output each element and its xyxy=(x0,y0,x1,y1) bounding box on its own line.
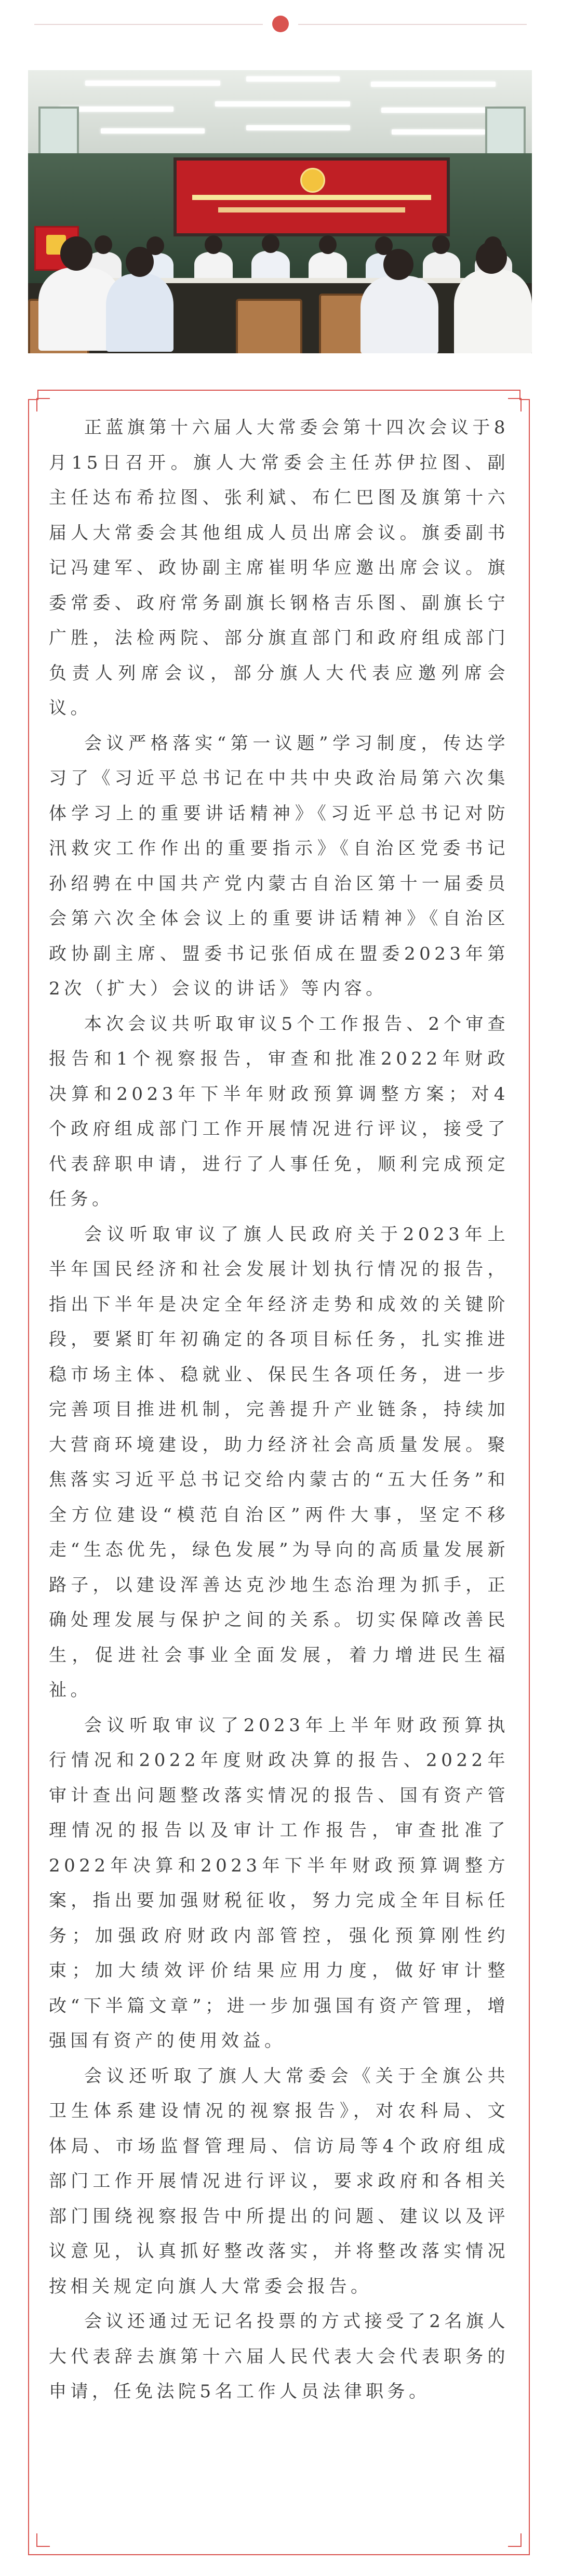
paragraph: 会议严格落实“第一议题”学习制度，传达学习了《习近平总书记在中共中央政治局第六次集体学习上的重要讲话精神》《习近平总书记对防汛救灾工作作出的重要指示》《自治区党委书记孙绍骋在中国共产党内蒙古自治区第十一届委员会第六次全体会议上的重要讲话精神》《自治区政协副主席、盟委书记张佰成在盟委2023年第2次（扩大）会议的讲话》等内容。 xyxy=(49,733,509,999)
frame-corner xyxy=(36,2533,50,2547)
frame-corner xyxy=(508,398,522,411)
header-divider xyxy=(0,0,561,52)
paragraph: 本次会议共听取审议5个工作报告、2个审查报告和1个视察报告，审查和批准2022年财政决算和2023年下半年财政预算调整方案；对4个政府组成部门工作开展情况进行评议，接受了代表辞职申请，进行了人事任免，顺利完成预定任务。 xyxy=(49,1013,509,1210)
meeting-photo xyxy=(28,70,532,353)
dot-divider-icon xyxy=(272,16,289,32)
paragraph: 会议听取审议了旗人民政府关于2023年上半年国民经济和社会发展计划执行情况的报告，指出下半年是决定全年经济走势和成效的关键阶段，要紧盯年初确定的各项目标任务，扎实推进稳市场主体、稳就业、保民生各项任务，进一步完善项目推进机制，完善提升产业链条，持续加大营商环境建设，助力经济社会高质量发展。聚焦落实习近平总书记交给内蒙古的“五大任务”和全方位建设“模范自治区”两件大事，坚定不移走“生态优先，绿色发展”为导向的高质量发展新路子，以建设浑善达克沙地生态治理为抓手，正确处理发展与保护之间的关系。切实保障改善民生，促进社会事业全面发展，着力增进民生福祉。 xyxy=(49,1224,509,1701)
frame-corner xyxy=(36,398,50,411)
paragraph: 正蓝旗第十六届人大常委会第十四次会议于8月15日召开。旗人大常委会主任苏伊拉图、副主任达布希拉图、张利斌、布仁巴图及旗第十六届人大常委会其他组成人员出席会议。旗委副书记冯建军、政协副主席崔明华应邀出席会议。旗委常委、政府常务副旗长钢格吉乐图、副旗长宁广胜，法检两院、部分旗直部门和政府组成部门负责人列席会议，部分旗人大代表应邀列席会议。 xyxy=(49,417,509,719)
photo-ceiling xyxy=(28,70,532,153)
divider-line-left xyxy=(34,24,263,25)
frame-corner xyxy=(508,2533,522,2547)
divider-line-right xyxy=(298,24,527,25)
meeting-screen xyxy=(173,157,450,236)
paragraph: 会议听取审议了2023年上半年财政预算执行情况和2022年度财政决算的报告、2022年审计查出问题整改落实情况的报告、国有资产管理情况的报告以及审计工作报告，审查批准了2022年决算和2023年下半年财政预算调整方案，指出要加强财税征收，努力完成全年目标任务；加强政府财政内部管控，强化预算刚性约束；加大绩效评价结果应用力度，做好审计整改“下半篇文章”；进一步加强国有资产管理，增强国有资产的使用效益。 xyxy=(49,1715,509,2051)
emblem-icon xyxy=(300,168,325,193)
article-body xyxy=(49,410,509,2410)
paragraph: 会议还通过无记名投票的方式接受了2名旗人大代表辞去旗第十六届人民代表大会代表职务的申请，任免法院5名工作人员法律职务。 xyxy=(49,2311,509,2402)
paragraph: 会议还听取了旗人大常委会《关于全旗公共卫生体系建设情况的视察报告》，对农科局、文体局、市场监督管理局、信访局等4个政府组成部门工作开展情况进行评议，要求政府和各相关部门围绕视察报告中所提出的问题、建议以及评议意见，认真抓好整改落实，并将整改落实情况按相关规定向旗人大常委会报告。 xyxy=(49,2065,509,2297)
